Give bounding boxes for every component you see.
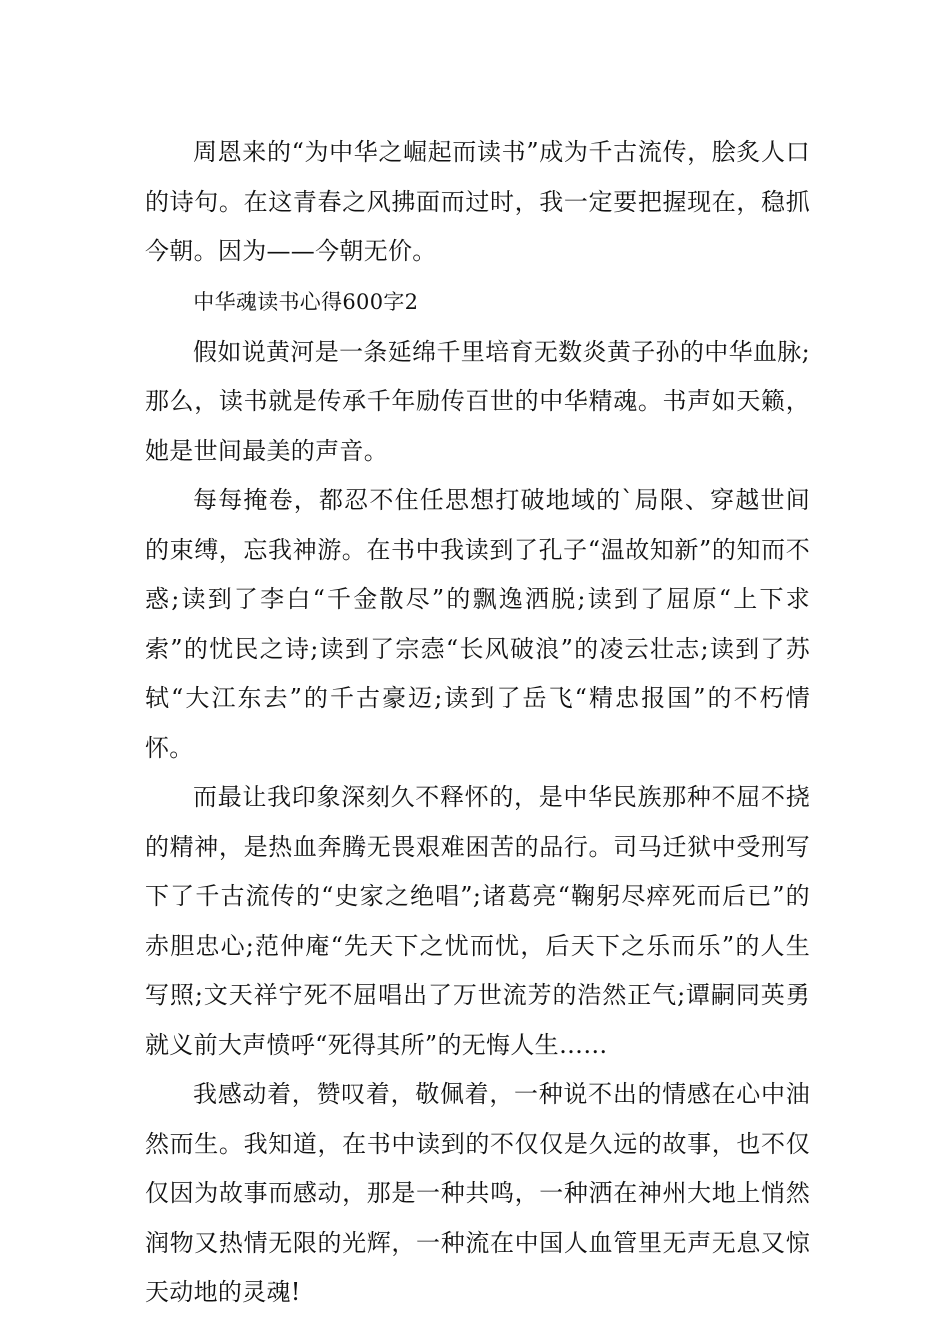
paragraph-emotion: 我感动着，赞叹着，敬佩着，一种说不出的情感在心中油然而生。我知道，在书中读到的不仅仅是久远的故事，也不仅仅因为故事而感动，那是一种共鸣，一种洒在神州大地上悄然润物又热情无限的光辉，一种流在中国人血管里无声无息又惊天动地的灵魂! bbox=[145, 1080, 810, 1306]
paragraph-intro: 周恩来的“为中华之崛起而读书”成为千古流传，脍炙人口的诗句。在这青春之风拂面而过时，我一定要把握现在，稳抓今朝。因为——今朝无价。 bbox=[145, 138, 810, 265]
paragraph-reading-figures: 每每掩卷，都忍不住任思想打破地域的`局限、穿越世间的束缚，忘我神游。在书中我读到了孔子“温故知新”的知而不惑;读到了李白“千金散尽”的飘逸洒脱;读到了屈原“上下求索”的忧民之诗;读到了宗悫“长风破浪”的凌云壮志;读到了苏轼“大江东去”的千古豪迈;读到了岳飞“精忠报国”的不朽情怀。 bbox=[145, 486, 810, 762]
document-body bbox=[145, 128, 810, 1318]
paragraph-national-spirit: 而最让我印象深刻久不释怀的，是中华民族那种不屈不挠的精神，是热血奔腾无畏艰难困苦的品行。司马迁狱中受刑写下了千古流传的“史家之绝唱”;诸葛亮“鞠躬尽瘁死而后已”的赤胆忠心;范仲庵“先天下之忧而忧，后天下之乐而乐”的人生写照;文天祥宁死不屈唱出了万世流芳的浩然正气;谭嗣同英勇就义前大声愤呼“死得其所”的无悔人生…… bbox=[145, 783, 810, 1059]
section-heading: 中华魂读书心得600字2 bbox=[193, 289, 419, 314]
paragraph-yellow-river: 假如说黄河是一条延绵千里培育无数炎黄子孙的中华血脉;那么，读书就是传承千年励传百世的中华精魂。书声如天籁，她是世间最美的声音。 bbox=[145, 337, 810, 465]
